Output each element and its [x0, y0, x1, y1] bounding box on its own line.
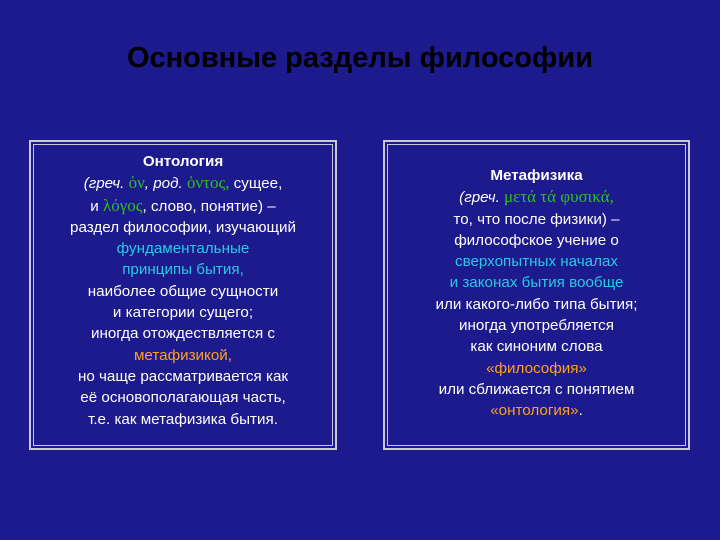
ontology-line-9: метафизикой, [133, 346, 232, 364]
ontology-line2-prefix: и [90, 197, 104, 215]
ontology-line-8: иногда отождествляется с [90, 325, 276, 343]
metaphysics-line-2: то, что после физики) – [453, 210, 620, 228]
metaphysics-line-3: философское учение о [454, 231, 619, 249]
ontology-line1-suffix: сущее, [229, 175, 283, 193]
ontology-line-12: т.е. как метафизика бытия. [88, 410, 278, 428]
ontology-line1-mid: , род. [144, 175, 187, 193]
metaphysics-panel [383, 140, 690, 450]
ontology-panel [29, 140, 337, 450]
metaphysics-line-8: как синоним слова [470, 338, 603, 356]
ontology-heading: Онтология [142, 153, 224, 170]
ontology-greek-ontos: ὁντος, [186, 173, 230, 193]
metaphysics-content [391, 165, 682, 422]
metaphysics-line-4: сверхопытных началах [454, 253, 619, 271]
metaphysics-line-1 [391, 186, 682, 208]
metaphysics-line-10: или сближается с понятием [438, 380, 635, 398]
metaphysics-line-6: или какого-либо типа бытия; [435, 295, 638, 313]
ontology-line1-prefix: (греч. [83, 175, 129, 193]
ontology-content [37, 151, 329, 430]
ontology-line-10: но чаще рассматривается как [77, 367, 289, 385]
slide-title: Основные разделы философии [126, 42, 594, 74]
ontology-line-1 [37, 172, 329, 194]
ontology-line-3: раздел философии, изучающий [70, 218, 296, 236]
ontology-greek-on: ὁν [128, 173, 145, 193]
ontology-greek-logos: λόγος [103, 195, 143, 215]
metaphysics-greek: μετά τά φυσικά, [504, 187, 614, 207]
metaphysics-line-9: «философия» [486, 359, 587, 377]
metaphysics-line-5: и законах бытия вообще [449, 274, 624, 292]
metaphysics-line-7: иногда употребляется [459, 317, 614, 335]
ontology-line-5: принципы бытия, [122, 261, 244, 279]
ontology-line-7: и категории сущего; [112, 304, 254, 322]
metaphysics-line-11 [391, 400, 682, 421]
metaphysics-heading: Метафизика [490, 167, 583, 184]
ontology-line-11: её основополагающая часть, [80, 389, 286, 407]
metaphysics-ontology-word: «онтология» [490, 402, 579, 420]
ontology-line-2 [37, 195, 329, 217]
ontology-line-6: наиболее общие сущности [87, 282, 279, 300]
ontology-line2-suffix: , слово, понятие) – [142, 197, 276, 215]
ontology-line-4: фундаментальные [116, 240, 250, 258]
metaphysics-line1-prefix: (греч. [459, 189, 505, 207]
metaphysics-line11-suffix: . [578, 402, 583, 420]
